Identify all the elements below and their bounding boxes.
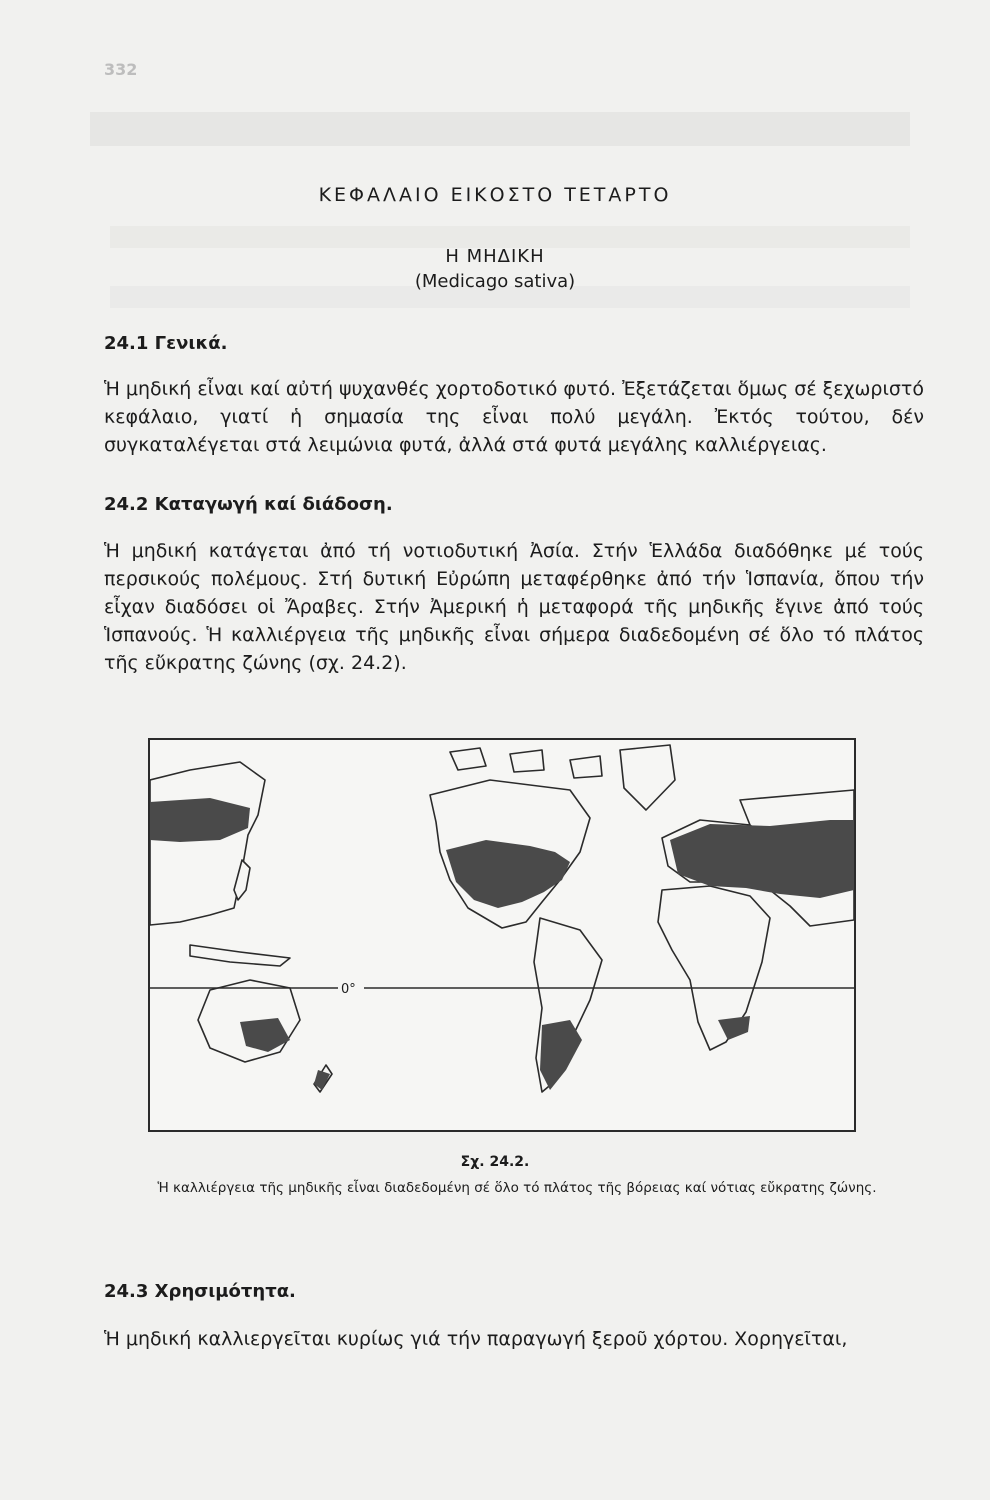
arctic-island xyxy=(510,750,544,772)
world-distribution-map xyxy=(148,738,856,1132)
section-text-general: Ἡ μηδική εἶναι καί αὐτή ψυχανθές χορτοδοτικό φυτό. Ἐξετάζεται ὅμως σέ ξεχωριστό κεφάλαιο, γιατί ἡ σημασία της εἶναι πολύ μεγάλη. Ἐκτός τούτου, δέν συγκαταλέγεται στά λειμώνια φυτά, ἀλλά στά φυτά μεγάλης καλλιέργειας. xyxy=(104,378,924,456)
section-text-origin: Ἡ μηδική κατάγεται ἀπό τή νοτιοδυτική Ἀσία. Στήν Ἑλλάδα διαδόθηκε μέ τούς περσικούς πολέμους. Στή δυτική Εὐρώπη μεταφέρθηκε ἀπό τήν Ἱσπανία, ὅπου τήν εἶχαν διαδόσει οἱ Ἄραβες. Στήν Ἀμερική ἡ μεταφορά τῆς μηδικῆς ἔγινε ἀπό τούς Ἱσπανούς. Ἡ καλλιέργεια τῆς μηδικῆς εἶναι σήμερα διαδεδομένη σέ ὅλο τό πλάτος τῆς εὔκρατης ζώνης (σχ. 24.2). xyxy=(104,540,924,674)
plant-latin-name: (Medicago sativa) xyxy=(414,271,576,292)
equator-label: 0° xyxy=(341,982,356,997)
figure-caption: Ἡ καλλιέργεια τῆς μηδικῆς εἶναι διαδεδομένη σέ ὅλο τό πλάτος τῆς βόρειας καί νότιας εὔκρατης ζώνης. xyxy=(157,1180,877,1196)
plant-name: Η ΜΗΔΙΚΗ xyxy=(445,246,545,267)
figure-number: Σχ. 24.2. xyxy=(460,1154,530,1170)
australia-landmass xyxy=(198,980,300,1062)
section-heading-general: 24.1 Γενικά. xyxy=(104,333,228,354)
asia-west-landmass xyxy=(150,762,265,925)
bleed-through-band xyxy=(110,226,910,248)
world-map-svg xyxy=(150,740,854,1130)
section-text-usefulness: Ἡ μηδική καλλιεργεῖται κυρίως γιά τήν παραγωγή ξεροῦ χόρτου. Χορηγεῖται, xyxy=(104,1328,848,1350)
indonesia-islands xyxy=(190,945,290,966)
africa-landmass xyxy=(658,886,770,1050)
arctic-island xyxy=(570,756,602,778)
section-heading-usefulness: 24.3 Χρησιμότητα. xyxy=(104,1281,296,1302)
section-heading-origin: 24.2 Καταγωγή καί διάδοση. xyxy=(104,494,393,515)
bleed-through-band xyxy=(90,112,910,146)
arctic-island xyxy=(450,748,486,770)
page-number: 332 xyxy=(104,60,138,79)
cultivation-region-south-america xyxy=(540,1020,582,1090)
greenland-landmass xyxy=(620,745,675,810)
chapter-title: ΚΕΦΑΛΑΙΟ ΕΙΚΟΣΤΟ ΤΕΤΑΡΤΟ xyxy=(318,184,672,206)
